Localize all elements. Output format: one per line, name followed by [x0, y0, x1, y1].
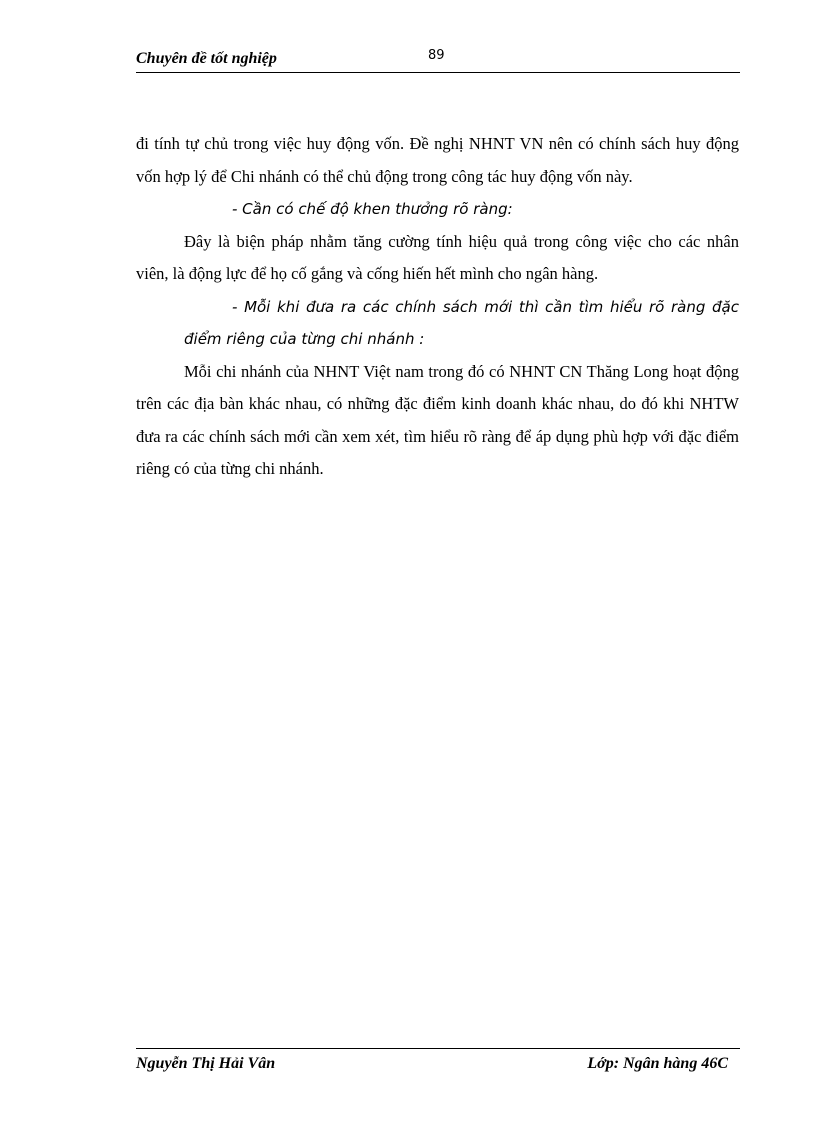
paragraph-3: Mỗi chi nhánh của NHNT Việt nam trong đó có NHNT CN Thăng Long hoạt động trên các địa bàn khác nhau, có những đặc điểm kinh doanh khác nhau, do đó khi NHTW đưa ra các chính sách mới cần xem xét, tìm hiểu rõ ràng để áp dụng phù hợp với đặc điểm riêng có của từng chi nhánh.	[136, 361, 739, 478]
header-title: Chuyên đề tốt nghiệp	[136, 50, 277, 67]
paragraph-2: Đây là biện pháp nhằm tăng cường tính hiệu quả trong công việc cho các nhân viên, là động lực để họ cố gắng và cống hiến hết mình cho ngân hàng.	[136, 231, 739, 283]
footer-author: Nguyễn Thị Hải Vân	[136, 1055, 276, 1072]
bullet-heading-2: - Mỗi khi đưa ra các chính sách mới thì cần tìm hiểu rõ ràng đặc điểm riêng của từng chi nhánh :	[184, 297, 739, 348]
document-body	[136, 128, 739, 486]
paragraph-1: đi tính tự chủ trong việc huy động vốn. Đề nghị NHNT VN nên có chính sách huy động vốn hợp lý để Chi nhánh có thể chủ động trong công tác huy động vốn này.	[136, 134, 739, 186]
page-header	[136, 48, 740, 73]
page-number: 89	[428, 48, 445, 63]
footer-class: Lớp: Ngân hàng 46C	[587, 1055, 728, 1072]
bullet-heading-1: - Cần có chế độ khen thưởng rõ ràng:	[232, 200, 513, 218]
page-footer	[136, 1048, 740, 1079]
